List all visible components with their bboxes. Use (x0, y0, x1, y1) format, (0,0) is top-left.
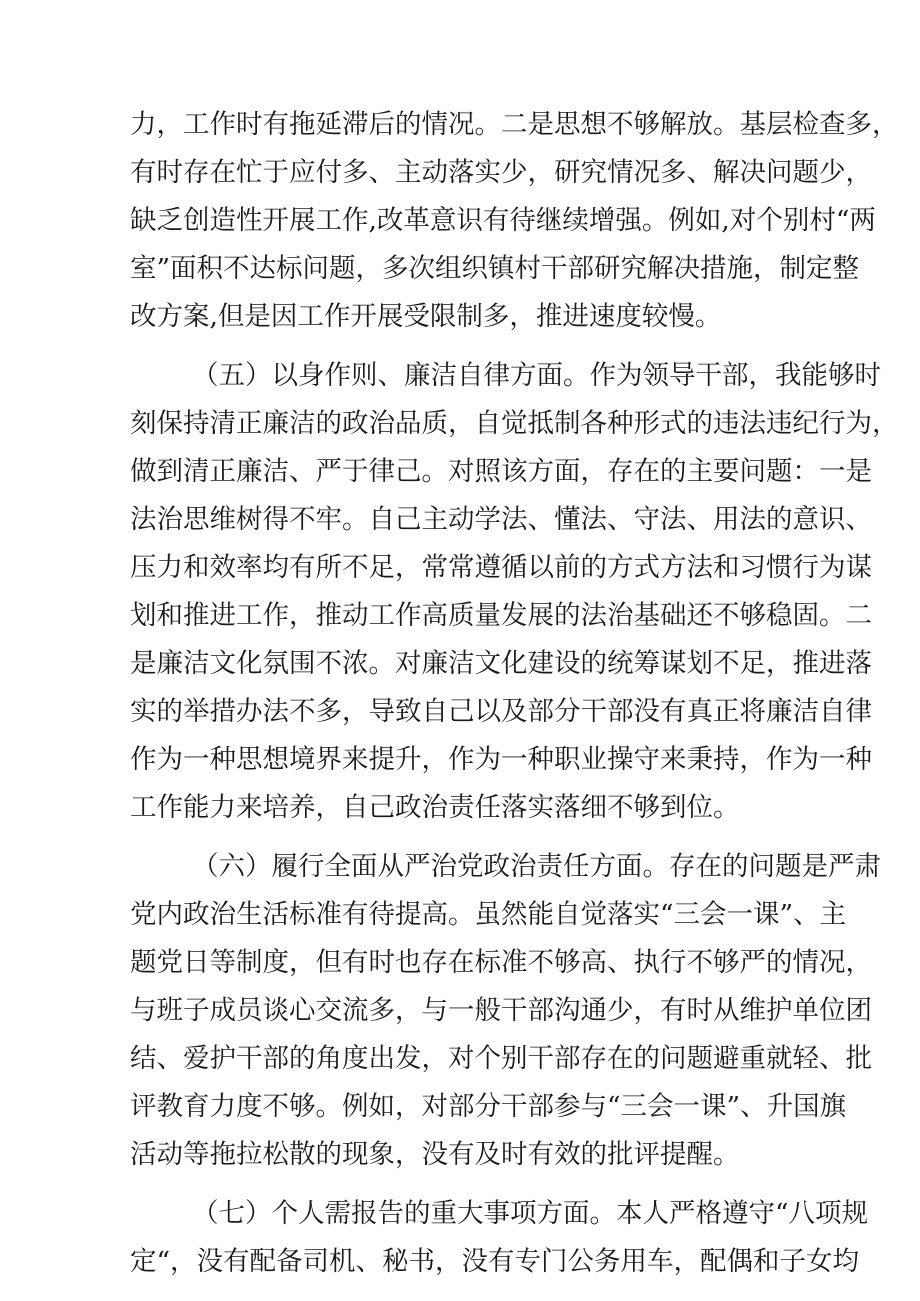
paragraph-six (130, 843, 881, 1179)
text-line: 缺乏创造性开展工作,改革意识有待继续增强。例如,对个别村“两 (130, 205, 876, 236)
text-line: 题党日等制度，但有时也存在标准不够高、执行不够严的情况， (130, 947, 872, 978)
text-line: 结、爱护干部的角度出发，对个别干部存在的问题避重就轻、批 (130, 1043, 872, 1074)
text-line: 改方案,但是因工作开展受限制多，推进速度较慢。 (130, 301, 722, 332)
text-line: 评教育力度不够。例如，对部分干部参与“三会一课”、升国旗 (130, 1091, 847, 1122)
text-line: 与班子成员谈心交流多，与一般干部沟通少，有时从维护单位团 (130, 995, 872, 1026)
text-line: 有时存在忙于应付多、主动落实少，研究情况多、解决问题少， (130, 157, 872, 188)
text-line: 划和推进工作，推动工作高质量发展的法治基础还不够稳固。二 (130, 600, 872, 631)
text-line: 是廉洁文化氛围不浓。对廉洁文化建设的统筹谋划不足，推进落 (130, 648, 872, 679)
text-line: （五）以身作则、廉洁自律方面。作为领导干部，我能够时 (192, 360, 881, 391)
paragraph-gap (130, 1179, 806, 1190)
text-line: 作为一种思想境界来提升，作为一种职业操守来秉持，作为一种 (130, 744, 872, 775)
paragraph-gap (130, 832, 806, 843)
text-line: （六）履行全面从严治党政治责任方面。存在的问题是严肃 (192, 851, 881, 882)
text-line: 室”面积不达标问题，多次组织镇村干部研究解决措施，制定整 (130, 253, 860, 284)
text-line: 定“，没有配备司机、秘书，没有专门公务用车，配偶和子女均 (130, 1246, 860, 1277)
text-line: 做到清正廉洁、严于律己。对照该方面，存在的主要问题：一是 (130, 456, 872, 487)
document-body (130, 101, 899, 1286)
text-line: 实的举措办法不多，导致自己以及部分干部没有真正将廉洁自律 (130, 696, 872, 727)
text-line: 力，工作时有拖延滞后的情况。二是思想不够解放。基层检查多， (130, 109, 899, 140)
text-line: 党内政治生活标准有待提高。虽然能自觉落实“三会一课”、主 (130, 899, 847, 930)
paragraph-continuation (130, 101, 899, 341)
text-line: 活动等拖拉松散的现象，没有及时有效的批评提醒。 (130, 1139, 740, 1170)
text-line: 法治思维树得不牢。自己主动学法、懂法、守法、用法的意识、 (130, 504, 872, 535)
text-line: （七）个人需报告的重大事项方面。本人严格遵守“八项规 (192, 1198, 869, 1229)
paragraph-five (130, 352, 899, 832)
text-line: 压力和效率均有所不足，常常遵循以前的方式方法和习惯行为谋 (130, 552, 872, 583)
paragraph-seven (130, 1190, 869, 1286)
text-line: 刻保持清正廉洁的政治品质，自觉抵制各种形式的违法违纪行为， (130, 408, 899, 439)
text-line: 工作能力来培养，自己政治责任落实落细不够到位。 (130, 792, 740, 823)
paragraph-gap (130, 341, 806, 352)
